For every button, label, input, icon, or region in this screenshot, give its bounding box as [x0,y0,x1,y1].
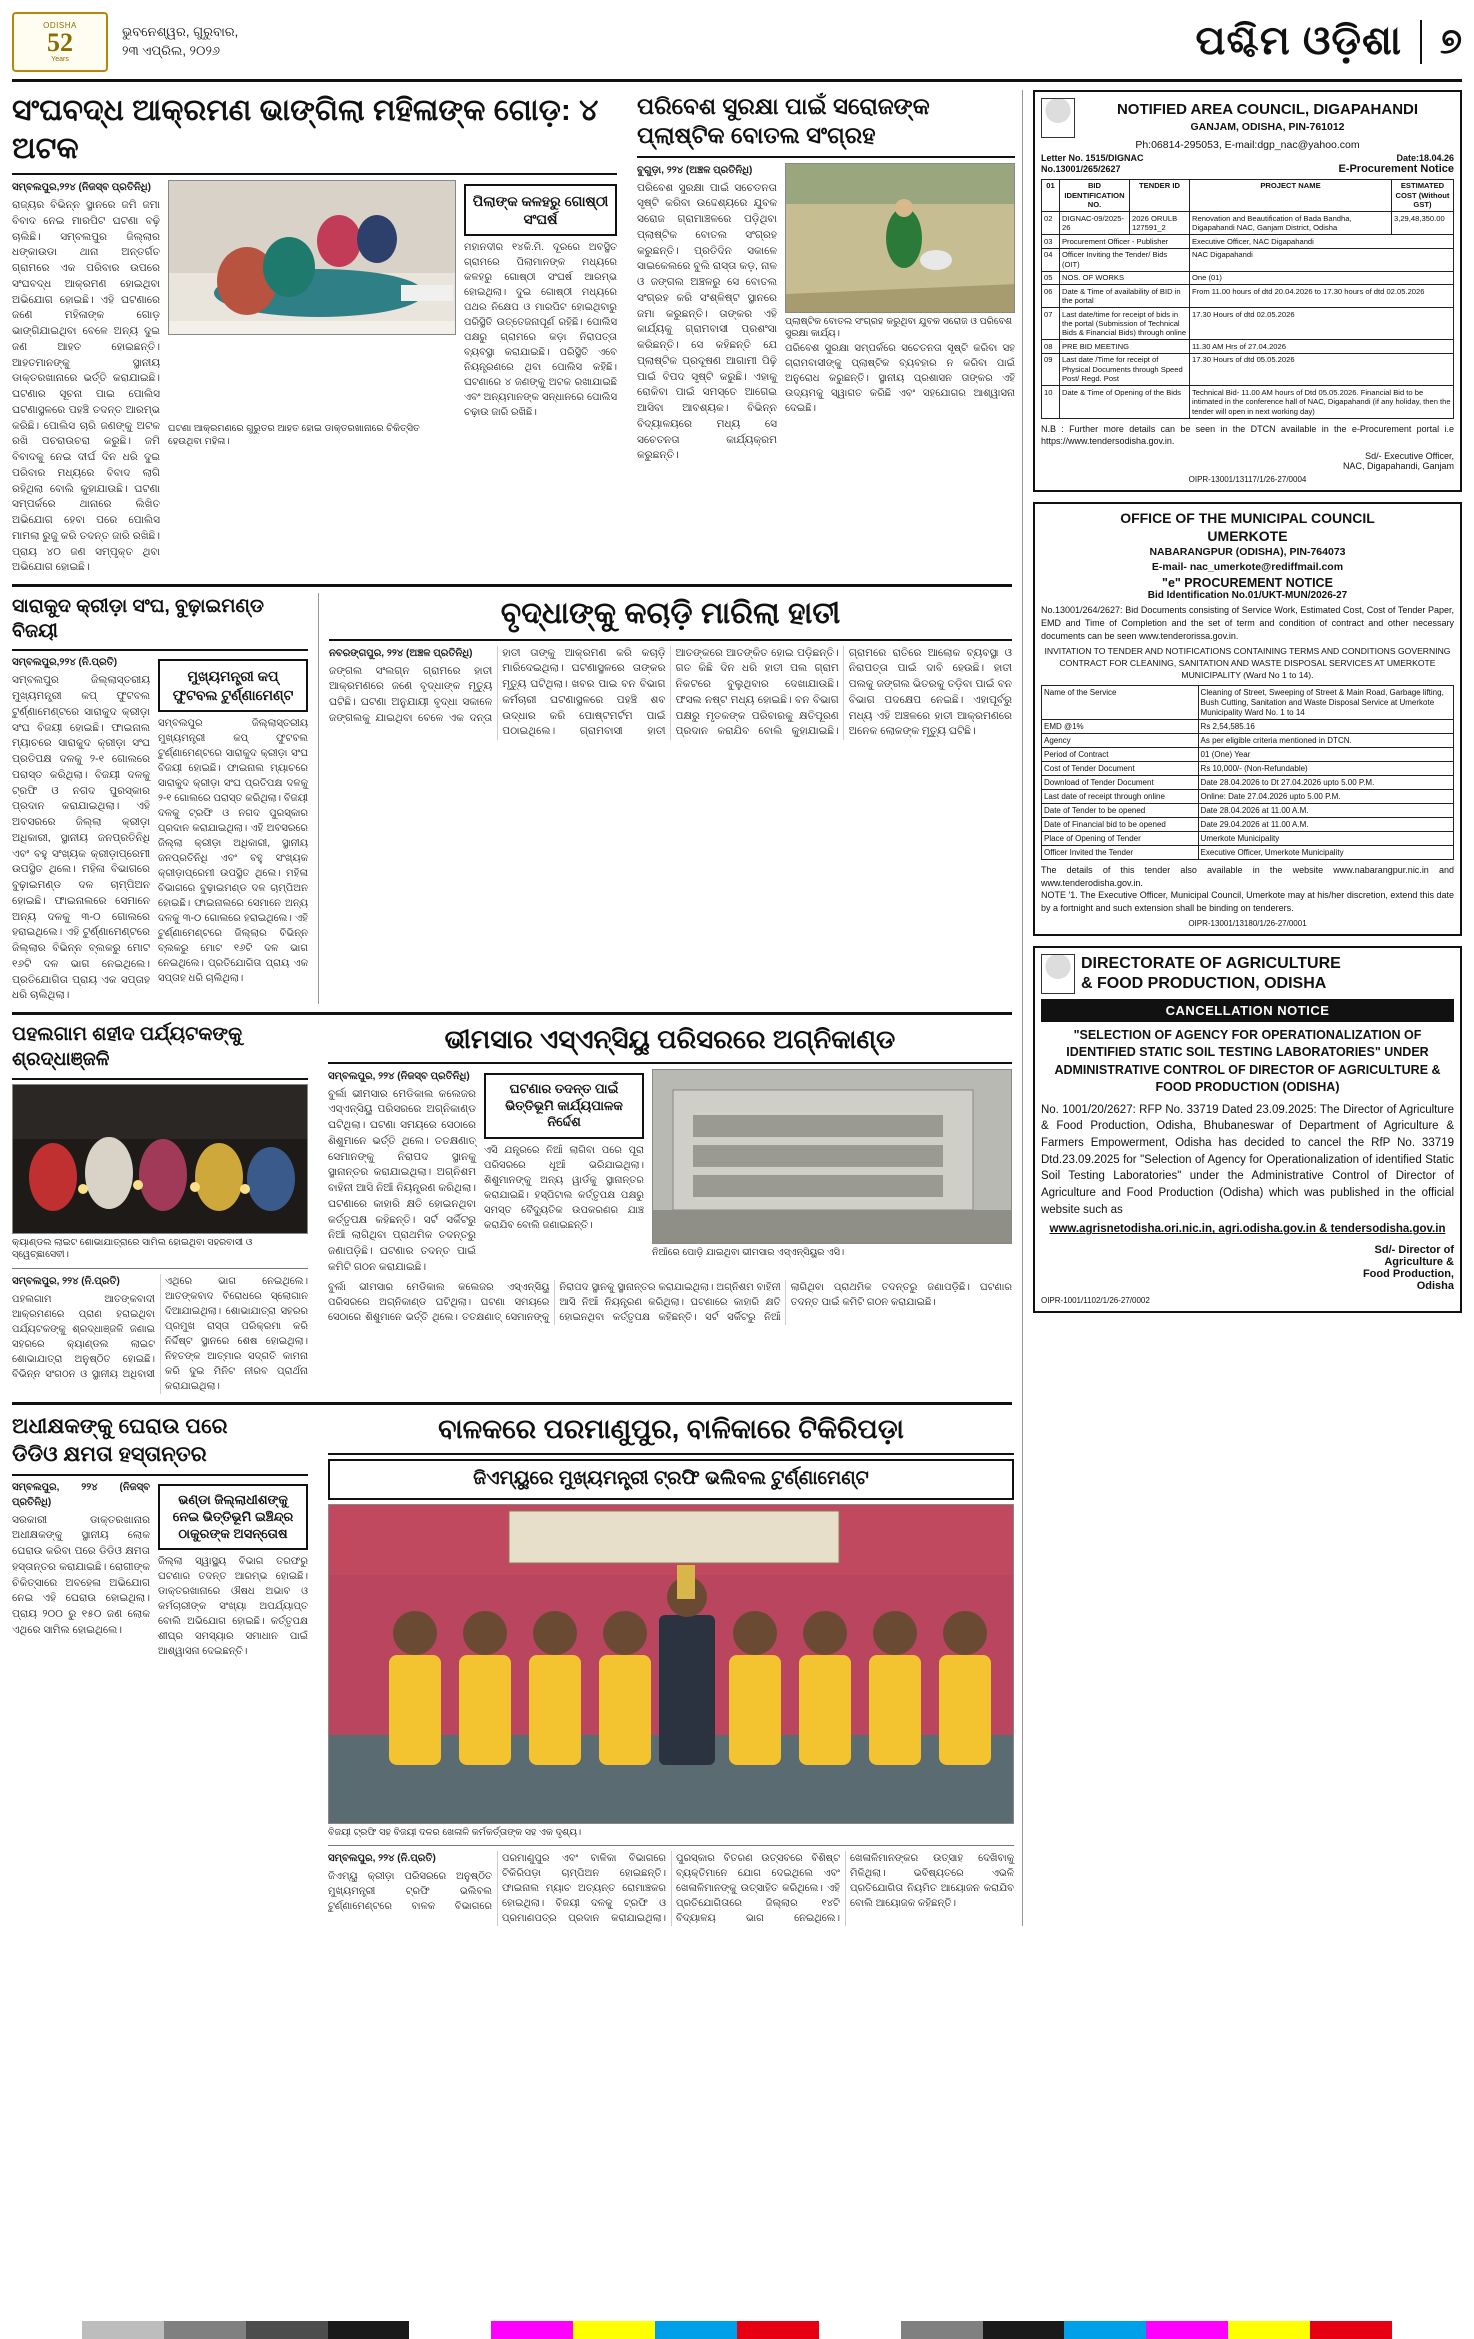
story-elephant [329,593,1012,1004]
story-ddo-box-body: ଜିଲ୍ଲା ସ୍ୱାସ୍ଥ୍ୟ ବିଭାଗ ତରଫରୁ ଘଟଣାର ତଦନ୍ତ ଆରମ୍ଭ ହୋଇଛି। ଡାକ୍ତରଖାନାରେ ଔଷଧ ଅଭାବ ଓ କର୍ମଚାରୀଙ୍କ ସଂଖ୍ୟା ଅପର୍ଯ୍ୟାପ୍ତ ବୋଲି ଅଭିଯୋଗ ହୋଇଛି। କର୍ତ୍ତୃପକ୍ଷ ଶୀଘ୍ର ସମସ୍ୟାର ସମାଧାନ ପାଇଁ ଆଶ୍ୱାସନା ଦେଇଛନ୍ତି। [158,1556,308,1658]
story-volleyball-subhead: ଜିଏମ୍‌ୟୁରେ ମୁଖ୍ୟମନ୍ତ୍ରୀ ଟ୍ରଫି ଭଲିବଲ ଟୁର୍ଣ୍ଣାମେଣ୍ଟ [328,1459,1014,1500]
color-swatch-2 [164,2321,246,2339]
tender2-intro: No.13001/264/2627: Bid Documents consisting of Service Work, Estimated Cost, Cost of Tender Paper, EMD and Time of Completion and the set of term and condition of contract and other necessary documents can be seen www.tenderorissa.gov.in. [1040,605,1454,641]
r10c0: 10 [1041,386,1059,418]
story-fire-text: ବୁର୍ଲା ଭୀମସାର ମେଡିକାଲ କଲେଜର ଏସ୍‌ଏନ୍‌ସିୟୁ ପରିସରରେ ଅଗ୍ନିକାଣ୍ଡ ଘଟିଥିଲା। ଘଟଣା ସମୟରେ ସେଠାରେ ଶିଶୁମାନେ ଭର୍ତ୍ତି ଥିଲେ। ତତକ୍ଷଣାତ୍ ସେମାନଙ୍କୁ ନିରାପଦ ସ୍ଥାନକୁ ସ୍ଥାନାନ୍ତର କରାଯାଇଥିଲା। ଅଗ୍ନିଶମ ବାହିନୀ ଆସି ନିଆଁ ନିୟନ୍ତ୍ରଣ କରିଥିଲା। ଘଟଣାରେ କାହାରି କ୍ଷତି ହୋଇନଥିବା କର୍ତ୍ତୃପକ୍ଷ କହିଛନ୍ତି। ସର୍ଟ ସର୍କିଟରୁ ନିଆଁ ଲାଗିଥିବା ପ୍ରାଥମିକ ତଦନ୍ତରୁ ଜଣାପଡ଼ିଛି। ଘଟଣାର ତଦନ୍ତ ପାଇଁ କମିଟି ଗଠନ କରାଯାଇଛି। [328,1087,476,1273]
government-emblem-icon [1041,98,1075,138]
color-swatch-3 [246,2321,328,2339]
th-4: ESTIMATED COST (Without GST) [1392,179,1454,211]
color-swatch-13 [1064,2321,1146,2339]
table-row [1041,340,1453,353]
tender2-bid-id: Bid Identification No.01/UKT-MUN/2026-27 [1147,590,1348,602]
t2r5c0: Download of Tender Document [1041,776,1198,790]
t2r8c1: Date 29.04.2026 at 11.00 A.M. [1198,818,1453,832]
tender3-sign4: Odisha [1416,1280,1454,1293]
r3c2: Executive Officer, NAC Digapahandi [1189,235,1453,248]
masthead-title-block [1196,19,1462,64]
tender1-contact: Ph:06814-295053, E-mail:dgp_nac@yahoo.com [1135,139,1360,151]
color-swatch-8 [655,2321,737,2339]
table-row [1041,776,1453,790]
story-sports-dateline: ସମ୍ବଲପୁର,୨୨୪ (ନି.ପ୍ରତି) [12,657,118,669]
color-swatch-10 [819,2321,901,2339]
story-attack-body: ରାଜ୍ୟର ବିଭିନ୍ନ ସ୍ଥାନରେ ଜମି ଜମା ବିବାଦ ନେଇ ମାରପିଟ ଘଟଣା ବଢ଼ି ଚାଲିଛି। ସମ୍ବଲପୁର ଜିଲ୍ଲାର ଧଙ୍କାଉଡା ଥାନା ଅନ୍ତର୍ଗତ ଗ୍ରାମରେ ଏକ ପରିବାର ଉପରେ ସଂଘବଦ୍ଧ ଆକ୍ରମଣ ହୋଇଥିବା ଅଭିଯୋଗ ହୋଇଛି। ଏହି ଘଟଣାରେ ଜଣେ ମହିଳାଙ୍କ ଗୋଡ଼ ଭାଙ୍ଗିଯାଇଥିବା ବେଳେ ଅନ୍ୟ ଦୁଇ ଜଣ ଆହତ ହୋଇଛନ୍ତି। ଆହତମାନଙ୍କୁ ସ୍ଥାନୀୟ ଡାକ୍ତରଖାନାରେ ଭର୍ତ୍ତି କରାଯାଇଛି। ଘଟଣାର ସୂଚନା ପାଇ ପୋଲିସ ଘଟଣାସ୍ଥଳରେ ପହଞ୍ଚି ତଦନ୍ତ ଆରମ୍ଭ କରିଛି। ପୋଲିସ ଚାରି ଜଣଙ୍କୁ ଅଟକ ରଖି ପଚରାଉଚରା କରୁଛି। ଜମି ବିବାଦକୁ ନେଇ ଦୀର୍ଘ ଦିନ ଧରି ଦୁଇ ପରିବାର ମଧ୍ୟରେ ବିବାଦ ଲାଗି ରହିଥିଲା ବୋଲି କୁହାଯାଉଛି। ଘଟଣା ସମ୍ପର୍କରେ ଥାନାରେ ଲିଖିତ ଅଭିଯୋଗ ହେବା ପରେ ପୋଲିସ ମାମଲା ରୁଜୁ କରି ତଦନ୍ତ ଜାରି ରଖିଛି। ପ୍ରାୟ ୪୦ ଜଣ ସମ୍ପୃକ୍ତ ଥିବା ଅଭିଯୋଗ ହୋଇଛି। [12,199,160,574]
r8c2: 11.30 AM Hrs of 27.04.2026 [1189,340,1453,353]
t2r10c0: Officer Invited the Tender [1041,846,1198,860]
story-ddo [12,1411,308,1926]
story-fire [328,1021,1012,1394]
table-row [1041,386,1453,418]
tender1-note: N.B : Further more details can be seen in the DTCN available in the e-Procurement portal i.e https://www.tendersodisha.gov.in. [1040,423,1454,447]
masthead-place-date [122,23,238,61]
row-two [12,593,1012,1004]
t2r9c1: Umerkote Municipality [1198,832,1453,846]
tender2-table [1041,685,1454,860]
story-elephant-headline: ବୃଦ୍ଧାଙ୍କୁ କଚାଡ଼ି ମାରିଲା ହାତୀ [500,597,841,630]
page-content [12,90,1462,1926]
tender2-footer2: NOTE '1. The Executive Officer, Municipal Council, Umerkote may at his/her discretion, extend this date by a fortnight and such extension shall be binding on tenderers. [1040,890,1454,914]
t2r6c0: Last date of receipt through online [1041,790,1198,804]
story-sports-body2: ସମ୍ବଲପୁର ଜିଲ୍ଲାସ୍ତରୀୟ ମୁଖ୍ୟମନ୍ତ୍ରୀ କପ୍ ଫୁଟବଲ ଟୁର୍ଣ୍ଣାମେଣ୍ଟରେ ସାରାକୁଦ କ୍ରୀଡ଼ା ସଂଘ ବିଜୟୀ ହୋଇଛି। ଫାଇନାଲ ମ୍ୟାଚରେ ସାରାକୁଦ କ୍ରୀଡ଼ା ସଂଘ ପ୍ରତିପକ୍ଷ ଦଳକୁ ୨-୧ ଗୋଲରେ ପରାସ୍ତ କରିଥିଲା। ବିଜୟୀ ଦଳକୁ ଟ୍ରଫି ଓ ନଗଦ ପୁରସ୍କାର ପ୍ରଦାନ କରାଯାଇଥିଲା। ଏହି ଅବସରରେ ଜିଲ୍ଲା କ୍ରୀଡ଼ା ଅଧିକାରୀ, ସ୍ଥାନୀୟ ଜନପ୍ରତିନିଧି ଏବଂ ବହୁ ସଂଖ୍ୟକ କ୍ରୀଡ଼ାପ୍ରେମୀ ଉପସ୍ଥିତ ଥିଲେ। ମହିଳା ବିଭାଗରେ ବୁଢ଼ାଇମଣ୍ଡ ଦଳ ଚାମ୍ପିଅନ ହୋଇଛି। ଫାଇନାଲରେ ସେମାନେ ଅନ୍ୟ ଦଳକୁ ୩-୦ ଗୋଲରେ ହରାଇଥିଲେ। ଏହି ଟୁର୍ଣ୍ଣାମେଣ୍ଟରେ ଜିଲ୍ଲାର ବିଭିନ୍ନ ବ୍ଲକରୁ ମୋଟ ୧୬ଟି ଦଳ ଭାଗ ନେଇଥିଲେ। ପ୍ରତିଯୋଗିତା ପ୍ରାୟ ଏକ ସପ୍ତାହ ଧରି ଚାଲିଥିଲା। [158,717,308,984]
t2r7c1: Date 28.04.2026 at 11.00 A.M. [1198,804,1453,818]
table-row [1041,235,1453,248]
story-attack-headline: ସଂଘବଦ୍ଧ ଆକ୍ରମଣ ଭାଙ୍ଗିଲା ମହିଳାଙ୍କ ଗୋଡ଼: ୪ ଅଟକ [12,94,599,165]
story-attack-subbox-headline: ପିଲାଙ୍କ କଳହରୁ ଗୋଷ୍ଠୀ ସଂଘର୍ଷ [464,184,617,236]
td-1: DIGNAC-09/2025-26 [1059,212,1129,235]
anniversary-logo [12,12,108,72]
table-row [1041,285,1453,308]
story-elephant-body [329,646,1012,741]
t2r1c0: EMD @1% [1041,720,1198,734]
r10c1: Date & Time of Opening of the Bids [1059,386,1189,418]
td-2: 2026 ORULB 127591_2 [1129,212,1189,235]
masthead-place: ଭୁବନେଶ୍ୱର, ଗୁରୁବାର, [122,23,239,39]
color-swatch-4 [328,2321,410,2339]
tender3-sign2: Agriculture & [1384,1256,1454,1269]
tender2-footer1: The details of this tender also available in the website www.nabarangpur.nic.in and www.tenderodisha.gov.in. [1040,865,1454,888]
t2r4c1: Rs 10,000/- (Non-Refundable) [1198,762,1453,776]
story-fire-dateline: ସମ୍ବଲପୁର, ୨୨୪ (ନିଜସ୍ବ ପ୍ରତିନିଧି) [328,1070,470,1082]
table-row [1041,686,1453,720]
story-sports-headline: ସାରାକୁଦ କ୍ରୀଡ଼ା ସଂଘ, ବୁଢ଼ାଇମଣ୍ଡ ବିଜୟୀ [12,596,264,642]
td-4: 3,29,48,350.00 [1392,212,1454,235]
t2r0c0: Name of the Service [1041,686,1198,720]
state-emblem-icon [1041,954,1075,994]
t2r5c1: Date 28.04.2026 to Dt 27.04.2026 upto 5.00 P.M. [1198,776,1453,790]
r9c1: Last date /Time for receipt of Physical Documents through Speed Post/ Regd. Post [1059,353,1189,385]
t2r3c1: 01 (One) Year [1198,748,1453,762]
story-fire-photo [652,1069,1012,1244]
masthead [12,8,1462,82]
tender2-invitation: INVITATION TO TENDER AND NOTIFICATIONS CONTAINING TERMS AND CONDITIONS GOVERNING CONTRACT FOR CLEANING, SANITATION AND WASTE DISPOSAL SERVICES AT UMERKOTE MUNICIPALITY (Ward No 1 to 14). [1044,646,1451,681]
color-swatch-1 [82,2321,164,2339]
t2r4c0: Cost of Tender Document [1041,762,1198,776]
r6c1: Date & Time of availability of BID in the portal [1059,285,1189,308]
r5c0: 05 [1041,271,1059,284]
t2r2c1: As per eligible criteria mentioned in DTCN. [1198,734,1453,748]
story-ddo-col1 [12,1480,150,1660]
story-volleyball [328,1411,1014,1926]
t2r1c1: Rs 2,54,585.16 [1198,720,1453,734]
tender1-letter-no: Letter No. 1515/DIGNAC [1040,152,1144,163]
tender-notice-digapahandi [1033,90,1462,492]
story-plastic-body2: ପରିବେଶ ସୁରକ୍ଷା ସମ୍ପର୍କରେ ସଚେତନତା ସୃଷ୍ଟି କରିବା ସହ ଗ୍ରାମବାସୀଙ୍କୁ ପ୍ଲାଷ୍ଟିକ ବ୍ୟବହାର ନ କରିବା ପାଇଁ ଅନୁରୋଧ କରୁଛନ୍ତି। ସ୍ଥାନୀୟ ପ୍ରଶାସନ ତାଙ୍କର ଏହି ଉଦ୍ୟମକୁ ସ୍ୱାଗତ କରିଛି ଏବଂ ସହଯୋଗର ଆଶ୍ୱାସନା ଦେଇଛି। [785,343,1015,415]
color-swatch-15 [1228,2321,1310,2339]
story-tribute-headline: ପହଲଗାମ ଶହୀଦ ପର୍ଯ୍ୟଟକଙ୍କୁ ଶ୍ରଦ୍ଧାଞ୍ଜଳି [12,1024,243,1070]
story-ddo-text: ସରକାରୀ ଡାକ୍ତରଖାନାର ଅଧୀକ୍ଷକଙ୍କୁ ସ୍ଥାନୀୟ ଲୋକ ଘେରାଉ କରିବା ପରେ ଡିଡିଓ କ୍ଷମତା ହସ୍ତାନ୍ତର କରାଯାଇଛି। ରୋଗୀଙ୍କ ଚିକିତ୍ସାରେ ଅବହେଳା ଅଭିଯୋଗ ନେଇ ଏହି ଘେରାଉ ହୋଇଥିଲା। ପ୍ରାୟ ୨୦୦ ରୁ ୧୫୦ ଜଣ ଲୋକ ଏଥିରେ ସାମିଲ ହୋଇଥିଲେ। [12,1513,150,1636]
table-row [1041,846,1453,860]
tender1-date: Date:18.04.26 [1396,152,1454,163]
story-sports-club [12,593,308,1004]
tender1-sign2: NAC, Digapahandi, Ganjam [1342,461,1454,472]
color-swatch-5 [409,2321,491,2339]
story-attack-text-col1 [12,180,160,576]
table-row [1041,804,1453,818]
story-volleyball-headline: ବାଳକରେ ପରମାଣୁପୁର, ବାଳିକାରେ ଟିକିରିପଡ଼ା [438,1414,904,1445]
th-1: BID IDENTIFICATION NO. [1059,179,1129,211]
r8c1: PRE BID MEETING [1059,340,1189,353]
story-volleyball-dateline: ସମ୍ବଲପୁର, ୨୨୪ (ନି.ପ୍ରତି) [328,1853,436,1865]
tender2-notice-title: "e" PROCUREMENT NOTICE [1162,576,1333,591]
story-volleyball-caption: ବିଜୟୀ ଟ୍ରଫି ସହ ବିଜୟୀ ଦଳର ଖେଳାଳି କର୍ମକର୍ତ୍ତାଙ୍କ ସହ ଏକ ଦୃଶ୍ୟ। [328,1826,582,1838]
table-row [1041,748,1453,762]
tender3-sign1: Sd/- Director of [1374,1244,1454,1257]
row-four [12,1411,1012,1926]
story-fire-caption: ନିଆଁରେ ପୋଡ଼ି ଯାଇଥିବା ଭୀମସାର ଏସ୍‌ଏନ୍‌ସିୟୁର ଏସି। [652,1246,845,1258]
story-tribute-text: ପହଲଗାମ ଆତଙ୍କବାଦୀ ଆକ୍ରମଣରେ ପ୍ରାଣ ହରାଇଥିବା ପର୍ଯ୍ୟଟକଙ୍କୁ ଶ୍ରଦ୍ଧାଞ୍ଜଳି ଜଣାଇ ସହରରେ କ୍ୟାଣ୍ଡଲ ଲାଇଟ ଶୋଭାଯାତ୍ରା ଅନୁଷ୍ଠିତ ହୋଇଛି। ବିଭିନ୍ନ ସଂଗଠନ ଓ ସ୍ଥାନୀୟ ଅଧିବାସୀ ଏଥିରେ ଭାଗ ନେଇଥିଲେ। ଆତଙ୍କବାଦ ବିରୋଧରେ ସ୍ଲୋଗାନ ଦିଆଯାଇଥିଲା। ଶୋଭାଯାତ୍ରା ସହରର ପ୍ରମୁଖ ରାସ୍ତା ପରିକ୍ରମା କରି ନିର୍ଦ୍ଦିଷ୍ଟ ସ୍ଥାନରେ ଶେଷ ହୋଇଥିଲା। ନିହତଙ୍କ ଆତ୍ମାର ସଦ୍‌ଗତି କାମନା କରି ଦୁଇ ମିନିଟ ନୀରବ ପ୍ରାର୍ଥନା କରାଯାଇଥିଲା। [12,1276,308,1393]
tender2-email: E-mail- nac_umerkote@rediffmail.com [1151,560,1344,573]
r9c2: 17.30 Hours of dtd 05.05.2026 [1189,353,1453,385]
title-divider [1420,20,1422,64]
main-vertical-rule [1022,90,1023,1926]
story-tribute [12,1021,308,1394]
tender-notice-umerkote [1033,502,1462,936]
logo-bottom-text: Years [51,55,69,63]
story-ddo-headline-2: ଡିଡିଓ କ୍ଷମତା ହସ୍ତାନ୍ତର [12,1443,207,1467]
r5c2: One (01) [1189,271,1453,284]
tender1-sign1: Sd/- Executive Officer, [1365,451,1454,462]
color-swatch-16 [1310,2321,1392,2339]
tender2-oipr: OIPR-13001/13180/1/26-27/0001 [1188,918,1307,928]
r8c0: 08 [1041,340,1059,353]
story-plastic-caption: ପ୍ଲାଷ୍ଟିକ ବୋତଲ ସଂଗ୍ରହ କରୁଥିବା ଯୁବକ ସରୋଜ ଓ ପରିବେଶ ସୁରକ୍ଷା କାର୍ଯ୍ୟ। [785,315,1013,340]
t2r2c0: Agency [1041,734,1198,748]
tender3-office-2: & FOOD PRODUCTION, ODISHA [1080,974,1327,992]
logo-number: 52 [47,27,73,57]
story-ddo-dateline: ସମ୍ବଲପୁର, ୨୨୪ (ନିଜସ୍ବ ପ୍ରତିନିଧି) [12,1481,150,1508]
story-plastic-body: ପରିବେଶ ସୁରକ୍ଷା ପାଇଁ ସଚେତନତା ସୃଷ୍ଟି କରିବା ଉଦ୍ଦେଶ୍ୟରେ ଯୁବକ ସରୋଜ ଗ୍ରାମାଞ୍ଚଳରେ ପଡ଼ିଥିବା ପ୍ଲାଷ୍ଟିକ ବୋତଲ ସଂଗ୍ରହ କରୁଛନ୍ତି। ପ୍ରତିଦିନ ସକାଳେ ସାଇକେଲରେ ବୁଲି ରାସ୍ତା କଡ଼, ନାଳ ଓ ଜଙ୍ଗଲ ଅଞ୍ଚଳରୁ ସେ ବୋତଲ ସଂଗ୍ରହ କରି ସଂଶ୍ଳିଷ୍ଟ ସ୍ଥାନରେ ଜମା କରୁଛନ୍ତି। ତାଙ୍କର ଏହି କାର୍ଯ୍ୟକୁ ଗ୍ରାମବାସୀ ପ୍ରଶଂସା କରିଛନ୍ତି। ସେ କହିଛନ୍ତି ଯେ ପ୍ଲାଷ୍ଟିକ ପ୍ରଦୂଷଣ ଆଗାମୀ ପିଢ଼ି ପାଇଁ ବିପଦ ସୃଷ୍ଟି କରୁଛି। ଏହାକୁ ରୋକିବା ପାଇଁ ସମସ୍ତେ ଆଗେଇ ଆସିବା ଆବଶ୍ୟକ। ବିଭିନ୍ନ ବିଦ୍ୟାଳୟରେ ମଧ୍ୟ ସେ ସଚେତନତା କାର୍ଯ୍ୟକ୍ରମ କରୁଛନ୍ତି। [637,181,777,462]
tender1-address: GANJAM, ODISHA, PIN-761012 [1190,121,1345,134]
t2r10c1: Executive Officer, Umerkote Municipality [1198,846,1453,860]
tender3-title: "SELECTION OF AGENCY FOR OPERATIONALIZATION OF IDENTIFIED STATIC SOIL TESTING LABORATORIES" UNDER ADMINISTRATIVE CONTROL OF DIRECTOR OF AGRICULTURE & FOOD PRODUCTION (ODISHA) [1054,1027,1441,1095]
print-registration-colorbar [0,2321,1474,2339]
table-row [1041,762,1453,776]
story-attack-dateline: ସମ୍ବଲପୁର,୨୨୪ (ନିଜସ୍ବ ପ୍ରତିନିଧି) [12,182,151,193]
page-number: ୭ [1439,20,1462,61]
row-lead [12,90,1015,576]
td-3: Renovation and Beautification of Bada Bandha, Digapahandi NAC, Ganjam District, Odisha [1189,212,1391,235]
table-row [1041,248,1453,271]
table-row [1041,271,1453,284]
table-row [1041,353,1453,385]
r5c1: NOS. OF WORKS [1059,271,1189,284]
color-swatch-11 [901,2321,983,2339]
story-volleyball-text: ଜିଏମ୍‌ୟୁ କ୍ରୀଡ଼ା ପରିସରରେ ଅନୁଷ୍ଠିତ ମୁଖ୍ୟମନ୍ତ୍ରୀ ଟ୍ରଫି ଭଲିବଲ ଟୁର୍ଣ୍ଣାମେଣ୍ଟରେ ବାଳକ ବିଭାଗରେ ପରମାଣୁପୁର ଏବଂ ବାଳିକା ବିଭାଗରେ ଟିକିରିପଡ଼ା ଚାମ୍ପିଅନ ହୋଇଛନ୍ତି। ଫାଇନାଲ ମ୍ୟାଚ ଅତ୍ୟନ୍ତ ରୋମାଞ୍ଚକର ହୋଇଥିଲା। ବିଜୟୀ ଦଳକୁ ଟ୍ରଫି ଓ ପ୍ରମାଣପତ୍ର ପ୍ରଦାନ କରାଯାଇଥିଲା। ପୁରସ୍କାର ବିତରଣ ଉତ୍ସବରେ ବିଶିଷ୍ଟ ବ୍ୟକ୍ତିମାନେ ଯୋଗ ଦେଇଥିଲେ ଏବଂ ଖେଳାଳିମାନଙ୍କୁ ଉତ୍ସାହିତ କରିଥିଲେ। ଏହି ପ୍ରତିଯୋଗିତାରେ ଜିଲ୍ଲାର ୧୪ଟି ବିଦ୍ୟାଳୟ ଭାଗ ନେଇଥିଲେ। ଖେଳାଳିମାନଙ୍କର ଉତ୍ସାହ ଦେଖିବାକୁ ମିଳିଥିଲା। ଭବିଷ୍ୟତରେ ଏଭଳି ପ୍ରତିଯୋଗିତା ନିୟମିତ ଆୟୋଜନ କରାଯିବ ବୋଲି ଆୟୋଜକ କହିଛନ୍ତି। [328,1853,1014,1925]
r4c2: NAC Digapahandi [1189,248,1453,271]
r3c1: Procurement Officer - Publisher [1059,235,1189,248]
page-title: ପଶ୍ଚିମ ଓଡ଼ିଶା [1195,19,1402,63]
vertical-rule-2 [318,593,319,1004]
tender2-office-2: UMERKOTE [1207,527,1288,544]
logo-top-text: ODISHA [43,20,77,30]
th-0: 01 [1041,179,1059,211]
color-swatch-0 [0,2321,82,2339]
story-fire-col1 [328,1069,476,1276]
table-row [1041,790,1453,804]
tender1-notice-no: No.13001/265/2627 [1040,163,1121,174]
t2r6c1: Online: Date 27.04.2026 upto 5.00 P.M. [1198,790,1453,804]
story-elephant-dateline: ନବରଙ୍ଗପୁର, ୨୨୪ (ଅଞ୍ଚଳ ପ୍ରତିନିଧି) [329,647,473,659]
t2r0c1: Cleaning of Street, Sweeping of Street & Main Road, Garbage lifting, Bush Cutting, Sanitation and Waste Disposal Service at Umerkote Municipality Ward No. 1 to 14 [1198,686,1453,720]
story-tribute-photo [12,1084,308,1234]
table-row [1041,832,1453,846]
table-row [1041,212,1453,235]
td-0: 02 [1041,212,1059,235]
color-swatch-7 [573,2321,655,2339]
story-plastic-headline: ପରିବେଶ ସୁରକ୍ଷା ପାଇଁ ସରୋଜଙ୍କ ପ୍ଲାଷ୍ଟିକ ବୋତଲ ସଂଗ୍ରହ [637,93,930,148]
masthead-date: ୨୩ ଏପ୍ରିଲ, ୨୦୨୬ [122,42,221,58]
tender-column [1033,90,1462,1926]
tender3-office-1: DIRECTORATE OF AGRICULTURE [1080,954,1341,972]
story-fire-box-headline: ଘଟଣାର ତଦନ୍ତ ପାଇଁ ଭିତ୍ତିଭୂମି କାର୍ଯ୍ୟପାଳକ ନିର୍ଦ୍ଦେଶ [484,1073,644,1140]
th-3: PROJECT NAME [1189,179,1391,211]
r6c0: 06 [1041,285,1059,308]
color-swatch-9 [737,2321,819,2339]
t2r3c0: Period of Contract [1041,748,1198,762]
color-swatch-14 [1146,2321,1228,2339]
story-fire-headline: ଭୀମସାର ଏସ୍‌ଏନ୍‌ସିୟୁ ପରିସରରେ ଅଗ୍ନିକାଣ୍ଡ [444,1024,896,1055]
story-tribute-dateline: ସମ୍ବଲପୁର, ୨୨୪ (ନି.ପ୍ରତି) [12,1276,120,1288]
story-tribute-body [12,1274,308,1394]
table-row [1041,308,1453,340]
editorial-area [12,90,1015,1926]
r7c1: Last date/time for receipt of bids in the portal (Submission of Technical Bids & Financial Bids) through online [1059,308,1189,340]
th-2: TENDER ID [1129,179,1189,211]
story-fire-extra [328,1280,1012,1325]
r4c0: 04 [1041,248,1059,271]
story-sports-body: ସମ୍ବଲପୁର ଜିଲ୍ଲାସ୍ତରୀୟ ମୁଖ୍ୟମନ୍ତ୍ରୀ କପ୍ ଫୁଟବଲ ଟୁର୍ଣ୍ଣାମେଣ୍ଟରେ ସାରାକୁଦ କ୍ରୀଡ଼ା ସଂଘ ବିଜୟୀ ହୋଇଛି। ଫାଇନାଲ ମ୍ୟାଚରେ ସାରାକୁଦ କ୍ରୀଡ଼ା ସଂଘ ପ୍ରତିପକ୍ଷ ଦଳକୁ ୨-୧ ଗୋଲରେ ପରାସ୍ତ କରିଥିଲା। ବିଜୟୀ ଦଳକୁ ଟ୍ରଫି ଓ ନଗଦ ପୁରସ୍କାର ପ୍ରଦାନ କରାଯାଇଥିଲା। ଏହି ଅବସରରେ ଜିଲ୍ଲା କ୍ରୀଡ଼ା ଅଧିକାରୀ, ସ୍ଥାନୀୟ ଜନପ୍ରତିନିଧି ଏବଂ ବହୁ ସଂଖ୍ୟକ କ୍ରୀଡ଼ାପ୍ରେମୀ ଉପସ୍ଥିତ ଥିଲେ। ମହିଳା ବିଭାଗରେ ବୁଢ଼ାଇମଣ୍ଡ ଦଳ ଚାମ୍ପିଅନ ହୋଇଛି। ଫାଇନାଲରେ ସେମାନେ ଅନ୍ୟ ଦଳକୁ ୩-୦ ଗୋଲରେ ହରାଇଥିଲେ। ଏହି ଟୁର୍ଣ୍ଣାମେଣ୍ଟରେ ଜିଲ୍ଲାର ବିଭିନ୍ନ ବ୍ଲକରୁ ମୋଟ ୧୬ଟି ଦଳ ଭାଗ ନେଇଥିଲେ। ପ୍ରତିଯୋଗିତା ପ୍ରାୟ ଏକ ସପ୍ତାହ ଧରି ଚାଲିଥିଲା। [12,674,150,1002]
story-fire-extra-text: ବୁର୍ଲା ଭୀମସାର ମେଡିକାଲ କଲେଜର ଏସ୍‌ଏନ୍‌ସିୟୁ ପରିସରରେ ଅଗ୍ନିକାଣ୍ଡ ଘଟିଥିଲା। ଘଟଣା ସମୟରେ ସେଠାରେ ଶିଶୁମାନେ ଭର୍ତ୍ତି ଥିଲେ। ତତକ୍ଷଣାତ୍ ସେମାନଙ୍କୁ ନିରାପଦ ସ୍ଥାନକୁ ସ୍ଥାନାନ୍ତର କରାଯାଇଥିଲା। ଅଗ୍ନିଶମ ବାହିନୀ ଆସି ନିଆଁ ନିୟନ୍ତ୍ରଣ କରିଥିଲା। ଘଟଣାରେ କାହାରି କ୍ଷତି ହୋଇନଥିବା କର୍ତ୍ତୃପକ୍ଷ କହିଛନ୍ତି। ସର୍ଟ ସର୍କିଟରୁ ନିଆଁ ଲାଗିଥିବା ପ୍ରାଥମିକ ତଦନ୍ତରୁ ଜଣାପଡ଼ିଛି। ଘଟଣାର ତଦନ୍ତ ପାଇଁ କମିଟି ଗଠନ କରାଯାଇଛି। [328,1281,1012,1323]
r10c2: Technical Bid- 11.00 AM hours of Dtd 05.05.2026. Financial Bid to be intimated in the conference hall of NAC, Digapahandi (if any holiday, then the tender will open in next working day) [1189,386,1453,418]
story-attack [12,90,617,576]
story-plastic-col1 [637,163,777,465]
story-attack-caption: ଘଟଣା ଆକ୍ରମଣରେ ଗୁରୁତର ଆହତ ହୋଇ ଡାକ୍ତରଖାନାରେ ଚିକିତ୍ସିତ ହେଉଥିବା ମହିଳା। [168,423,420,448]
tender1-table [1041,179,1454,419]
r9c0: 09 [1041,353,1059,385]
story-ddo-box-headline: ଭଣ୍ଡା ଜିଲ୍ଲାଧୀଶଙ୍କୁ ନେଇ ଭିତ୍ତିଭୂମି ଇଞ୍ଚିନ୍ଦ୍ର ଠାକୁରଙ୍କ ଅସନ୍ତୋଷ [158,1484,308,1551]
story-volleyball-photo [328,1504,1014,1824]
tender2-address: NABARANGPUR (ODISHA), PIN-764073 [1149,546,1346,559]
row-fire [12,1021,1012,1394]
tender3-sign3: Food Production, [1362,1268,1454,1281]
t2r9c0: Place of Opening of Tender [1041,832,1198,846]
cancellation-notice-agriculture [1033,946,1462,1313]
story-ddo-headline-1: ଅଧୀକ୍ଷକଙ୍କୁ ଘେରାଉ ପରେ [12,1415,228,1439]
story-plastic-photo [785,163,1015,313]
story-elephant-text: ଜଙ୍ଗଲ ସଂଲଗ୍ନ ଗ୍ରାମରେ ହାତୀ ଆକ୍ରମଣରେ ଜଣେ ବୃଦ୍ଧାଙ୍କ ମୃତ୍ୟୁ ଘଟିଛି। ଘଟଣା ଅନୁଯାୟୀ ବୃଦ୍ଧା ସକାଳେ ଜଙ୍ଗଲକୁ ଯାଇଥିବା ବେଳେ ଏକ ଦନ୍ତା ହାତୀ ତାଙ୍କୁ ଆକ୍ରମଣ କରି କଚାଡ଼ି ମାରିଦେଇଥିଲା। ଘଟଣାସ୍ଥଳରେ ତାଙ୍କର ମୃତ୍ୟୁ ଘଟିଥିଲା। ଖବର ପାଇ ବନ ବିଭାଗ କର୍ମଚାରୀ ଘଟଣାସ୍ଥଳରେ ପହଞ୍ଚି ଶବ ଉଦ୍ଧାର କରି ପୋଷ୍ଟମର୍ଟମ ପାଇଁ ପଠାଇଥିଲେ। ଗ୍ରାମବାସୀ ହାତୀ ଆତଙ୍କରେ ଆତଙ୍କିତ ହୋଇ ପଡ଼ିଛନ୍ତି। ଗତ କିଛି ଦିନ ଧରି ହାତୀ ପଲ ଗ୍ରାମ ନିକଟରେ ବୁଲୁଥିବାର ଦେଖାଯାଉଛି। ଫସଲ ନଷ୍ଟ ମଧ୍ୟ ହୋଇଛି। ବନ ବିଭାଗ ପକ୍ଷରୁ ମୃତକଙ୍କ ପରିବାରକୁ କ୍ଷତିପୂରଣ ପ୍ରଦାନ କରାଯିବ ବୋଲି କୁହାଯାଇଛି। ଗ୍ରାମରେ ରାତିରେ ଆଲୋକ ବ୍ୟବସ୍ଥା ଓ ନିରାପତ୍ତା ପାଇଁ ଦାବି ହେଉଛି। ହାତୀ ପଲକୁ ଜଙ୍ଗଲ ଭିତରକୁ ତଡ଼ିବା ପାଇଁ ବନ ବିଭାଗ ପଦକ୍ଷେପ ନେଇଛି। ଏହାପୂର୍ବରୁ ମଧ୍ୟ ଏହି ଅଞ୍ଚଳରେ ହାତୀ ଆକ୍ରମଣରେ ଅନେକ ଲୋକଙ୍କ ମୃତ୍ୟୁ ଘଟିଛି। [329,646,1012,738]
tender3-website: www.agrisnetodisha.ori.nic.in, agri.odisha.gov.in & tendersodisha.gov.in [1049,1223,1446,1236]
tender1-notice-title: E-Procurement Notice [1338,162,1454,175]
story-plastic [637,90,1015,576]
tender3-body: No. 1001/20/2627: RFP No. 33719 Dated 23.09.2025: The Director of Agriculture & Food Production, Odisha, Bhubaneswar of Department of Agriculture & Farmers Empowerment, Odisha has decided to cancel the RfP No. 33719 Dtd.23.09.2025 for "Selection of Agency for Operationalization of identified Static Soil Testing Laboratories" under the Administrative Control of Director of Agriculture and Food Production (Odisha) which was published in the official website such as [1040,1103,1454,1216]
story-fire-box-body: ଏସି ଯନ୍ତ୍ରରେ ନିଆଁ ଲାଗିବା ପରେ ପୂରା ପରିସରରେ ଧୂଆଁ ଭରିଯାଇଥିଲା। ଶିଶୁମାନଙ୍କୁ ଅନ୍ୟ ୱାର୍ଡକୁ ସ୍ଥାନାନ୍ତର କରାଯାଇଛି। ହସ୍ପିଟାଲ କର୍ତ୍ତୃପକ୍ଷ ପକ୍ଷରୁ ସମସ୍ତ ବୈଦ୍ୟୁତିକ ଉପକରଣର ଯାଞ୍ଚ କରାଯିବ ବୋଲି ଜଣାଇଛନ୍ତି। [484,1145,644,1232]
cancellation-banner: CANCELLATION NOTICE [1041,999,1454,1022]
tender3-oipr: OIPR-1001/1102/1/26-27/0002 [1040,1296,1150,1306]
story-sports-box-headline: ମୁଖ୍ୟମନ୍ତ୍ରୀ କପ୍ ଫୁଟବଲ ଟୁର୍ଣ୍ଣାମେଣ୍ଟ [158,659,308,711]
color-swatch-6 [491,2321,573,2339]
r3c0: 03 [1041,235,1059,248]
story-plastic-dateline: ବୁଗୁଡ଼ା, ୨୨୪ (ଅଞ୍ଚଳ ପ୍ରତିନିଧି) [637,164,753,176]
tender1-office: NOTIFIED AREA COUNCIL, DIGAPAHANDI [1116,101,1419,119]
r4c1: Officer Inviting the Tender/ Bids (OIT) [1059,248,1189,271]
r7c2: 17.30 Hours of dtd 02.05.2026 [1189,308,1453,340]
tender1-oipr: OIPR-13001/13117/1/26-27/0004 [1188,475,1307,485]
table-row [1041,818,1453,832]
story-attack-subbox-body: ମହାନଦୀର ୧୪କି.ମି. ଦୂରରେ ଅବସ୍ଥିତ ଗ୍ରାମରେ ପିଲାମାନଙ୍କ ମଧ୍ୟରେ କଳହରୁ ଗୋଷ୍ଠୀ ସଂଘର୍ଷ ଆରମ୍ଭ ହୋଇଥିଲା। ଦୁଇ ଗୋଷ୍ଠୀ ମଧ୍ୟରେ ପଥର ନିକ୍ଷେପ ଓ ମାରପିଟ ହୋଇଥିବାରୁ ପରିସ୍ଥିତି ଉତ୍ତେଜନାପୂର୍ଣ ରହିଛି। ପୋଲିସ ପକ୍ଷରୁ ଗ୍ରାମରେ କଡ଼ା ନିରାପତ୍ତା ବ୍ୟବସ୍ଥା କରାଯାଇଛି। ପରିସ୍ଥିତି ଏବେ ନିୟନ୍ତ୍ରଣରେ ଥିବା ପୋଲିସ କହିଛି। ଘଟଣାରେ ୪ ଜଣଙ୍କୁ ଅଟକ ରଖାଯାଇଛି ଏବଂ ଅନ୍ୟମାନଙ୍କ ସନ୍ଧାନରେ ପୋଲିସ ଚଢ଼ାଉ ଜାରି ରଖିଛି। [464,242,617,419]
table-header-row [1041,179,1453,211]
color-swatch-17 [1392,2321,1474,2339]
table-row [1041,734,1453,748]
tender2-office-1: OFFICE OF THE MUNICIPAL COUNCIL [1120,510,1375,527]
color-swatch-12 [983,2321,1065,2339]
story-sports-col1 [12,655,150,1004]
r6c2: From 11.00 hours of dtd 20.04.2026 to 17.30 hours of dtd 02.05.2026 [1189,285,1453,308]
story-volleyball-body [328,1851,1014,1926]
story-tribute-caption: କ୍ୟାଣ୍ଡଲ ଲାଇଟ ଶୋଭାଯାତ୍ରାରେ ସାମିଲ ହୋଇଥିବା ସହରବାସୀ ଓ ସ୍ୱେଚ୍ଛାସେବୀ। [12,1236,253,1261]
table-row [1041,720,1453,734]
t2r8c0: Date of Financial bid to be opened [1041,818,1198,832]
r7c0: 07 [1041,308,1059,340]
t2r7c0: Date of Tender to be opened [1041,804,1198,818]
story-attack-photo [168,180,456,335]
